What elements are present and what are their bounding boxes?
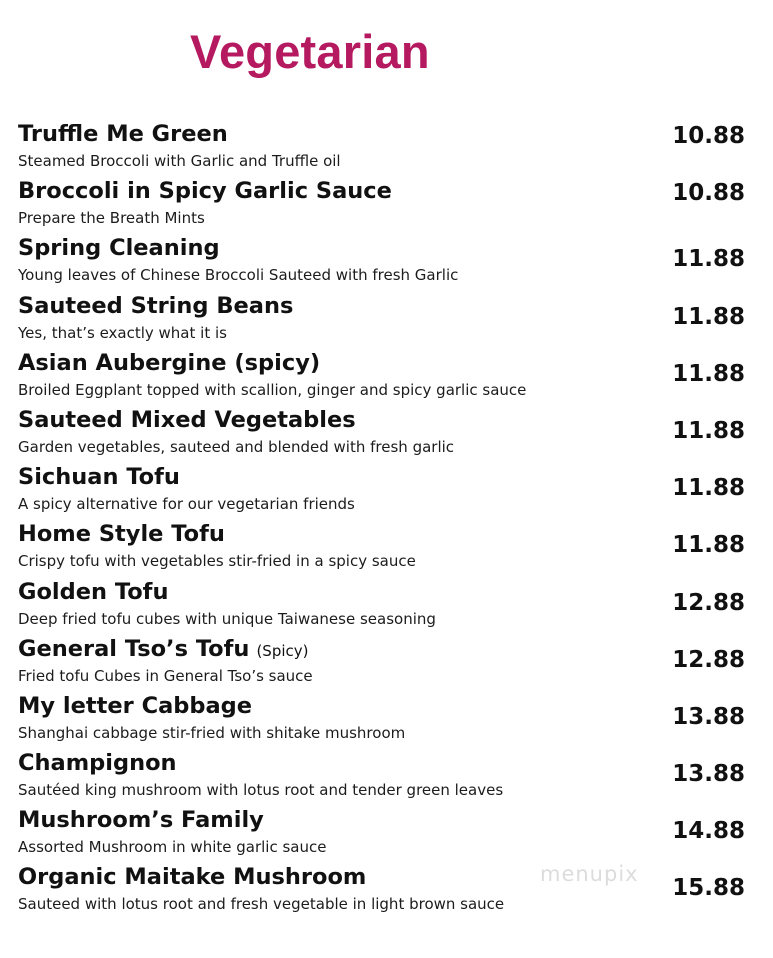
item-price: 14.88 [672, 818, 745, 845]
menu-item [18, 747, 753, 804]
item-description: Young leaves of Chinese Broccoli Sauteed with fresh Garlic [18, 266, 459, 285]
item-description: Assorted Mushroom in white garlic sauce [18, 838, 327, 857]
item-description: Yes, that’s exactly what it is [18, 323, 227, 342]
item-price: 11.88 [672, 246, 745, 273]
menu-item [18, 804, 753, 861]
watermark-logo: menupix [540, 862, 639, 886]
menu-item [18, 232, 753, 289]
menu-item [18, 576, 753, 633]
item-name [18, 177, 392, 205]
menu-item [18, 518, 753, 575]
item-name-text: Organic Maitake Mushroom [18, 864, 367, 891]
item-price: 15.88 [672, 875, 745, 902]
menu-item [18, 347, 753, 404]
menu-section-title: Vegetarian [190, 25, 430, 78]
menu-item [18, 633, 753, 690]
item-description: Steamed Broccoli with Garlic and Truffle oil [18, 152, 341, 170]
item-name [18, 520, 225, 548]
item-name-text: Home Style Tofu [18, 521, 225, 548]
menu-item [18, 861, 753, 918]
menu-item [18, 175, 753, 232]
item-price: 11.88 [672, 303, 745, 330]
item-name [18, 692, 252, 720]
item-name [18, 120, 228, 148]
item-name [18, 349, 320, 377]
item-price: 11.88 [672, 475, 745, 502]
item-price: 12.88 [672, 589, 745, 616]
item-name [18, 234, 220, 262]
menu-item [18, 404, 753, 461]
item-price: 12.88 [672, 646, 745, 673]
item-description: Fried tofu Cubes in General Tso’s sauce [18, 666, 313, 685]
item-price: 11.88 [672, 532, 745, 559]
item-name-text: Truffle Me Green [18, 121, 228, 147]
menu-item [18, 461, 753, 518]
item-description: Crispy tofu with vegetables stir-fried in a spicy sauce [18, 552, 416, 571]
item-description: Garden vegetables, sauteed and blended with fresh garlic [18, 437, 455, 456]
item-name [18, 806, 264, 834]
item-name-text: Asian Aubergine (spicy) [18, 349, 321, 376]
item-name-text: Spring Cleaning [18, 235, 220, 262]
item-description: Broiled Eggplant topped with scallion, ginger and spicy garlic sauce [18, 380, 527, 399]
item-name-text: Sauteed Mixed Vegetables [18, 406, 356, 433]
menu-item-list [18, 118, 753, 919]
item-name [18, 635, 309, 665]
item-name-text: Sichuan Tofu [18, 464, 180, 491]
item-price: 10.88 [672, 180, 745, 207]
menu-item [18, 690, 753, 747]
item-name-text: Golden Tofu [18, 578, 169, 605]
item-name [18, 578, 168, 606]
item-name-text: General Tso’s Tofu [18, 635, 250, 662]
item-name [18, 406, 356, 434]
item-description: Sautéed king mushroom with lotus root and tender green leaves [18, 781, 504, 800]
item-name [18, 749, 177, 777]
item-name [18, 863, 366, 891]
item-description: A spicy alternative for our vegetarian friends [18, 495, 355, 514]
item-price: 11.88 [672, 360, 745, 387]
item-description: Sauteed with lotus root and fresh vegetable in light brown sauce [18, 895, 505, 914]
item-description: Deep fried tofu cubes with unique Taiwanese seasoning [18, 609, 436, 628]
item-name-text: Champignon [18, 750, 177, 777]
item-description: Prepare the Breath Mints [18, 209, 205, 228]
spicy-note: (Spicy) [256, 641, 309, 660]
item-price: 13.88 [672, 703, 745, 730]
item-name-text: My letter Cabbage [18, 692, 253, 719]
item-name [18, 292, 293, 320]
item-price: 10.88 [672, 123, 745, 149]
item-name-text: Broccoli in Spicy Garlic Sauce [18, 178, 392, 205]
item-name-text: Mushroom’s Family [18, 807, 264, 834]
item-description: Shanghai cabbage stir-fried with shitake mushroom [18, 723, 406, 742]
item-name-text: Sauteed String Beans [18, 292, 294, 319]
menu-item [18, 290, 753, 347]
item-price: 13.88 [672, 761, 745, 788]
item-name [18, 463, 180, 491]
menu-item [18, 118, 753, 175]
item-price: 11.88 [672, 417, 745, 444]
